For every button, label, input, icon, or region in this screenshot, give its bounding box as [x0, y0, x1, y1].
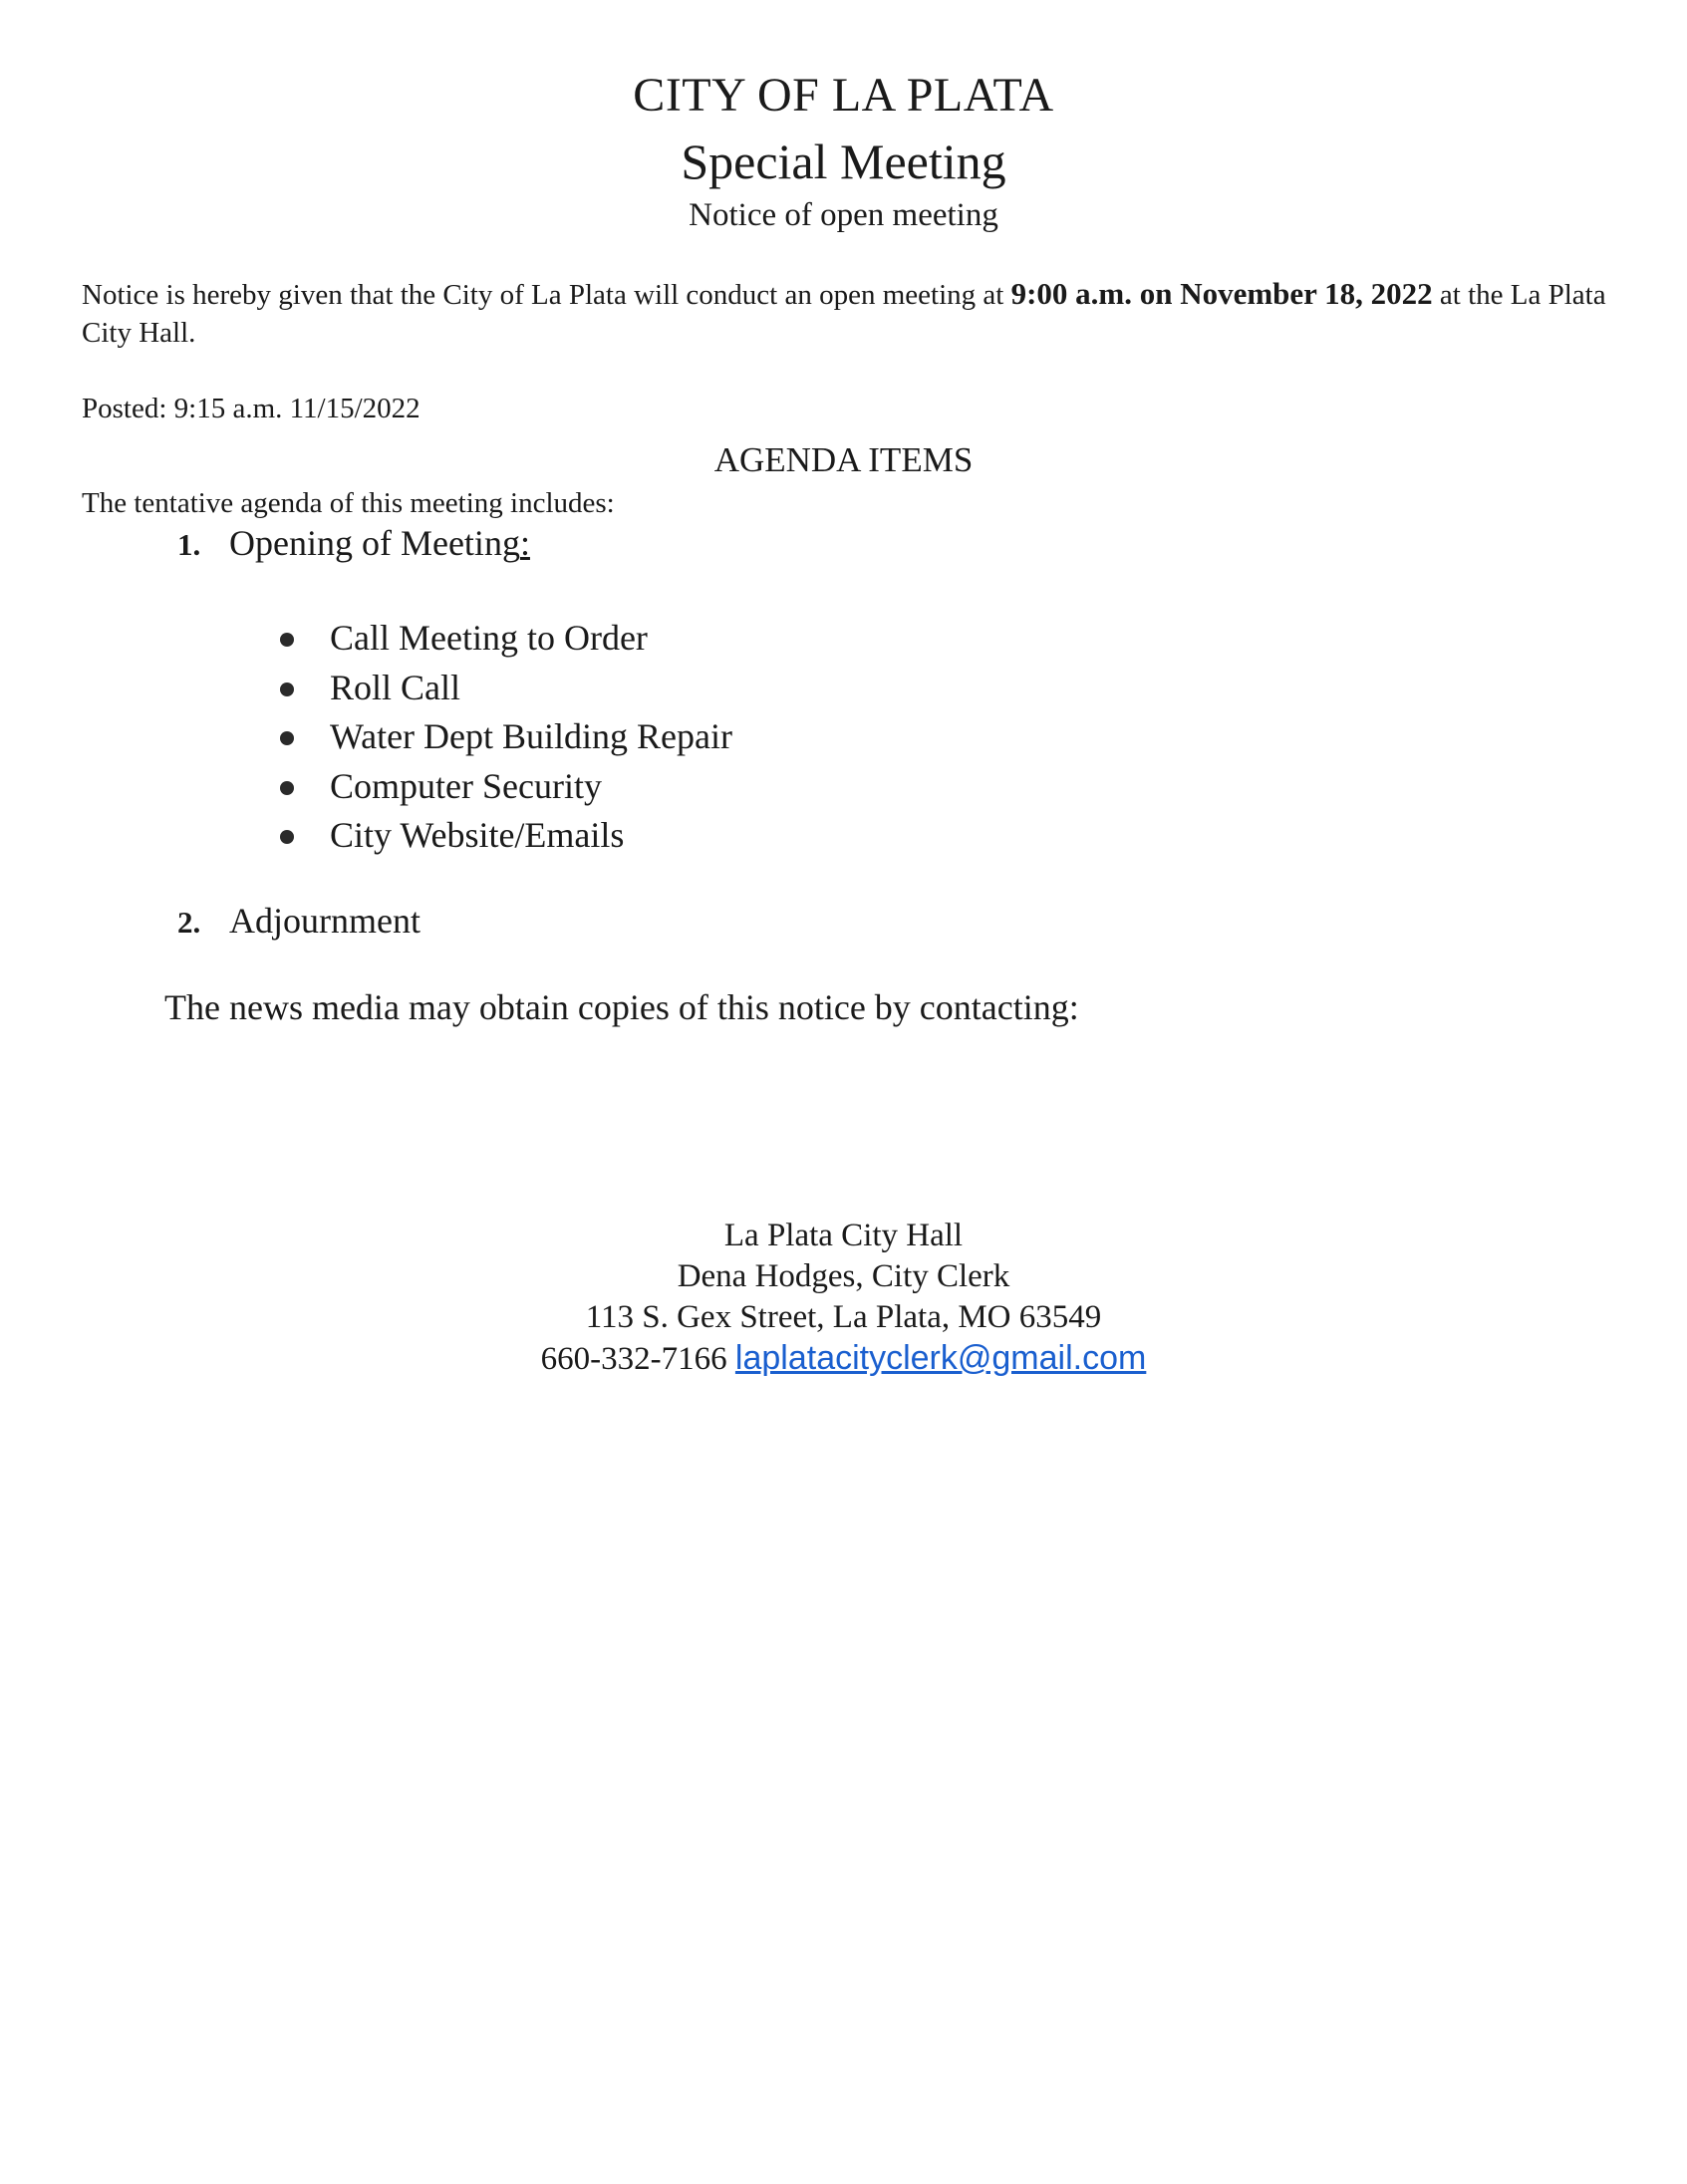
agenda-subitem-label: Roll Call	[330, 667, 461, 707]
bullet-icon	[280, 682, 294, 696]
agenda-item-number: 2.	[177, 905, 201, 940]
agenda-subitem-label: Computer Security	[330, 765, 602, 806]
contact-phone-email	[0, 1338, 1687, 1380]
agenda-subitem-label: City Website/Emails	[330, 815, 625, 855]
notice-paragraph	[82, 275, 1636, 352]
contact-phone: 660-332-7166	[540, 1341, 727, 1377]
agenda-subitem	[277, 811, 732, 861]
agenda-subitem-label: Call Meeting to Order	[330, 618, 648, 658]
notice-text-after: at the La Plata City Hall.	[82, 279, 1606, 349]
agenda-intro: The tentative agenda of this meeting includes:	[82, 487, 615, 519]
notice-text-before: Notice is hereby given that the City of La Plata will conduct an open meeting at	[82, 279, 1011, 311]
contact-email-link[interactable]: laplatacityclerk@gmail.com	[734, 1339, 1147, 1377]
notice-label: Notice of open meeting	[689, 197, 998, 233]
agenda-heading: AGENDA ITEMS	[713, 440, 974, 479]
agenda-subitem	[277, 614, 732, 664]
agenda-subitem	[277, 762, 732, 812]
agenda-subitem-label: Water Dept Building Repair	[330, 716, 732, 756]
meeting-type-title: Special Meeting	[681, 134, 1006, 189]
posted-timestamp: Posted: 9:15 a.m. 11/15/2022	[82, 393, 421, 424]
agenda-subitem	[277, 664, 732, 713]
bullet-icon	[280, 830, 294, 844]
media-note: The news media may obtain copies of this notice by contacting:	[164, 987, 1079, 1027]
bullet-icon	[280, 781, 294, 795]
notice-time-date: 9:00 a.m. on November 18, 2022	[1010, 276, 1433, 311]
agenda-item-1	[177, 522, 530, 564]
agenda-subitem	[277, 712, 732, 762]
contact-address: 113 S. Gex Street, La Plata, MO 63549	[585, 1299, 1102, 1335]
bullet-icon	[280, 731, 294, 745]
agenda-item-2	[177, 900, 421, 942]
agenda-subitem-list	[277, 614, 732, 861]
agenda-item-label: Adjournment	[229, 901, 421, 941]
contact-name: La Plata City Hall	[723, 1218, 964, 1253]
agenda-item-label: Opening of Meeting	[229, 523, 520, 563]
bullet-icon	[280, 633, 294, 647]
contact-clerk: Dena Hodges, City Clerk	[677, 1258, 1010, 1294]
agenda-item-number: 1.	[177, 527, 201, 562]
agenda-item-suffix: :	[519, 523, 530, 563]
city-title: CITY OF LA PLATA	[633, 69, 1054, 122]
